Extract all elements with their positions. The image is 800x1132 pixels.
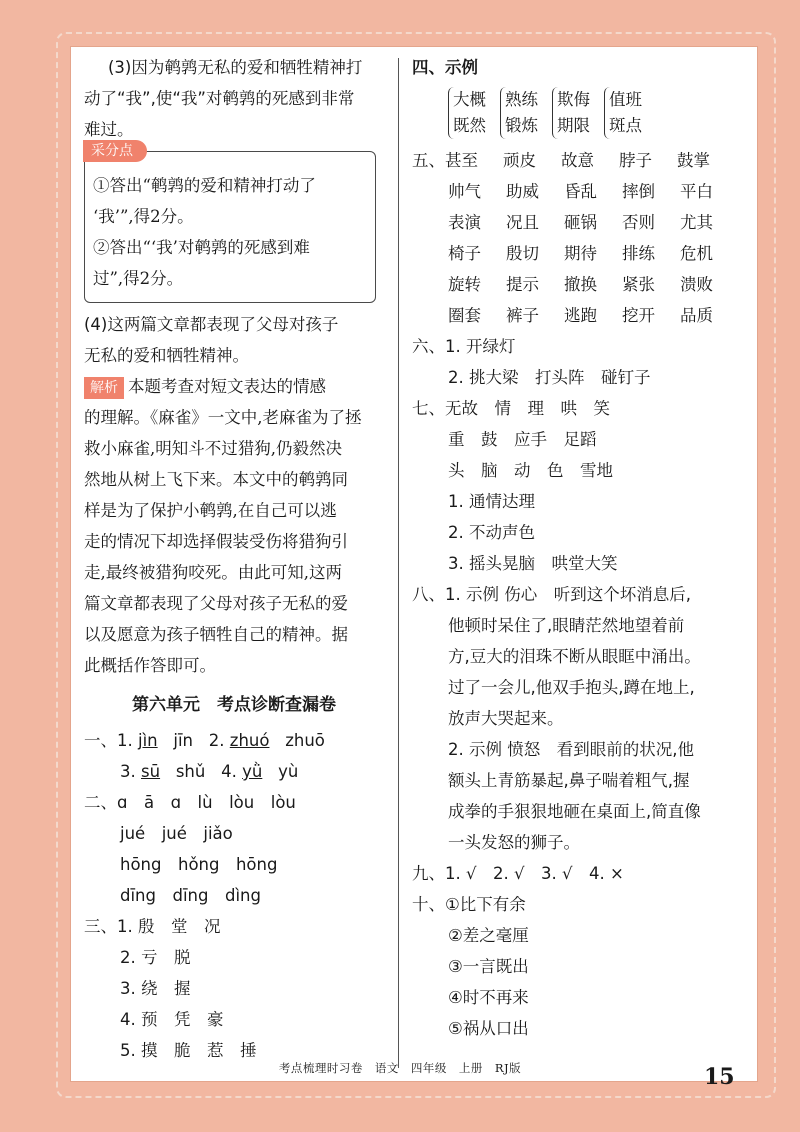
section-2-line: hōng hǒng hōng [120, 855, 278, 874]
word-pair: 值班 斑点 [604, 87, 642, 139]
section-7-line: 重 鼓 应手 足蹈 [448, 430, 597, 449]
q3-line: 难过。 [84, 120, 134, 139]
section-2-line: dīng dīng dìng [120, 886, 261, 905]
analysis-line: 救小麻雀,明知斗不过猎狗,仍毅然决 [84, 439, 342, 458]
section-1-line: 一、1. jìn jīn 2. zhuó zhuō [84, 731, 325, 750]
analysis-line: 此概括作答即可。 [84, 656, 216, 675]
section-9-line: 九、1. √ 2. √ 3. √ 4. × [412, 864, 624, 883]
analysis-line: 篇文章都表现了父母对孩子无私的爱 [84, 594, 348, 613]
section-10-line: ②差之毫厘 [448, 926, 529, 945]
section-8-line: 成拳的手狠狠地砸在桌面上,简直像 [448, 802, 701, 821]
answer-underlined: jìn [138, 731, 158, 750]
left-column [84, 52, 384, 1066]
score-line: ‘我’”,得2分。 [93, 207, 194, 226]
section-8-line: 他顿时呆住了,眼睛茫然地望着前 [448, 616, 685, 635]
section-10-line: 十、①比下有余 [412, 895, 526, 914]
section-2-line: jué jué jiǎo [120, 824, 233, 843]
q3-line: (3)因为鹌鹑无私的爱和牺牲精神打 [108, 58, 363, 77]
answer-underlined: sū [141, 762, 161, 781]
score-line: ①答出“鹌鹑的爱和精神打动了 [93, 176, 316, 195]
page-number: 15 [704, 1064, 735, 1090]
section-8-line: 2. 示例 愤怒 看到眼前的状况,他 [448, 740, 694, 759]
section-3-line: 5. 摸 脆 惹 捶 [120, 1041, 257, 1060]
column-divider [398, 58, 399, 1068]
section-10-line: ⑤祸从口出 [448, 1019, 529, 1038]
section-4-pairs [448, 87, 742, 139]
section-4-head: 四、示例 [412, 58, 478, 77]
answer-underlined: yǜ [242, 762, 263, 781]
score-line: ②答出“‘我’对鹌鹑的死感到难 [93, 238, 310, 257]
section-3-line: 2. 亏 脱 [120, 948, 191, 967]
analysis-tag: 解析 [84, 377, 124, 399]
section-8-line: 一头发怒的狮子。 [448, 833, 580, 852]
score-points-box [84, 143, 376, 303]
q4-line: (4)这两篇文章都表现了父母对孩子 [84, 315, 339, 334]
section-2-line: 二、ɑ ā ɑ lù lòu lòu [84, 793, 296, 812]
section-7-line: 头 脑 动 色 雪地 [448, 461, 613, 480]
analysis-line: 样是为了保护小鹌鹑,在自己可以逃 [84, 501, 337, 520]
section-8-line: 额头上青筋暴起,鼻子喘着粗气,握 [448, 771, 690, 790]
section-8-line: 方,豆大的泪珠不断从眼眶中涌出。 [448, 647, 701, 666]
analysis-line: 然地从树上飞下来。本文中的鹌鹑同 [84, 470, 348, 489]
section-6-line: 六、1. 开绿灯 [412, 337, 516, 356]
score-line: 过”,得2分。 [93, 269, 184, 288]
word-pair: 欺侮 期限 [552, 87, 590, 139]
section-7-line: 七、无故 情 理 哄 笑 [412, 399, 610, 418]
section-7-line: 1. 通情达理 [448, 492, 535, 511]
answer-underlined: zhuó [229, 731, 270, 750]
section-5-row: 旋转 提示 撤换 紧张 溃败 [448, 275, 713, 294]
analysis-line: 走,最终被猎狗咬死。由此可知,这两 [84, 563, 342, 582]
page-footer: 考点梳理时习卷 语文 四年级 上册 RJ版 [278, 1061, 522, 1075]
q4-line: 无私的爱和牺牲精神。 [84, 346, 249, 365]
section-5-row: 椅子 殷切 期待 排练 危机 [448, 244, 713, 263]
section-7-line: 2. 不动声色 [448, 523, 535, 542]
section-8-line: 放声大哭起来。 [448, 709, 564, 728]
right-column [412, 52, 742, 1044]
section-1-line: 3. sū shǔ 4. yǜ yù [120, 762, 299, 781]
section-5-row: 帅气 助威 昏乱 摔倒 平白 [448, 182, 713, 201]
analysis-line: 的理解。《麻雀》一文中,老麻雀为了拯 [84, 408, 362, 427]
section-3-line: 3. 绕 握 [120, 979, 191, 998]
section-8-line: 过了一会儿,他双手抱头,蹲在地上, [448, 678, 695, 697]
analysis-line: 解析 本题考查对短文表达的情感 [84, 371, 384, 402]
section-10-line: ④时不再来 [448, 988, 529, 1007]
unit-title: 第六单元 考点诊断查漏卷 [132, 695, 336, 715]
word-pair: 熟练 锻炼 [500, 87, 538, 139]
section-5-row: 五、 甚至 顽皮 故意 脖子 鼓掌 [412, 151, 710, 170]
analysis-line: 以及愿意为孩子牺牲自己的精神。据 [84, 625, 348, 644]
section-7-line: 3. 摇头晃脑 哄堂大笑 [448, 554, 618, 573]
q3-line: 动了“我”,使“我”对鹌鹑的死感到非常 [84, 89, 355, 108]
word-pair: 大概 既然 [448, 87, 486, 139]
section-10-line: ③一言既出 [448, 957, 529, 976]
score-points-tag: 采分点 [83, 140, 147, 162]
section-8-line: 八、1. 示例 伤心 听到这个坏消息后, [412, 585, 691, 604]
section-3-line: 三、1. 殷 堂 况 [84, 917, 221, 936]
section-5-row: 圈套 裤子 逃跑 挖开 品质 [448, 306, 713, 325]
section-6-line: 2. 挑大梁 打头阵 碰钉子 [448, 368, 651, 387]
analysis-line: 走的情况下却选择假装受伤将猎狗引 [84, 532, 348, 551]
section-3-line: 4. 预 凭 豪 [120, 1010, 224, 1029]
section-5-row: 表演 况且 砸锅 否则 尤其 [448, 213, 713, 232]
